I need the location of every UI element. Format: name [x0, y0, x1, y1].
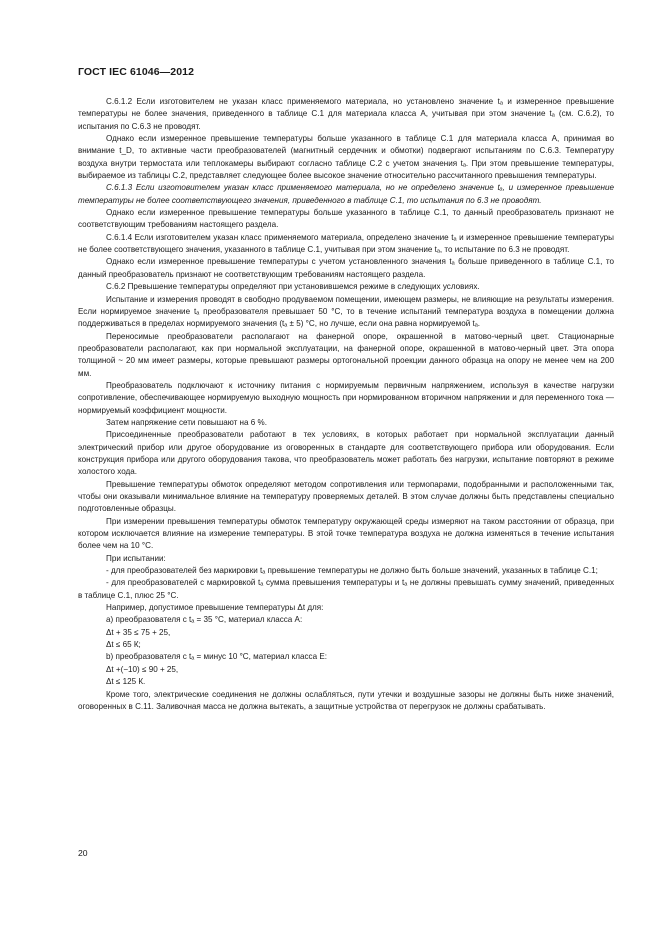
paragraph: Преобразователь подключают к источнику питания с нормируемым первичным напряжением, используя в качестве нагрузки сопротивление, обеспечивающее нормируемую выходную мощность при нормированном вторичном напряжении и для переменного тока — нормируемый коэффициент мощности.	[78, 380, 614, 415]
paragraph: При измерении превышения температуры обмоток температуру окружающей среды измеряют на таком расстоянии от образца, при котором исключается влияние на измерение температуры. В этой точке температура воздуха не должна изменяться в течение испытания более чем на 10 °С.	[78, 516, 614, 551]
formula-line: Δt ≤ 65 К;	[106, 640, 141, 650]
document-header: ГОСТ IEC 61046—2012	[78, 66, 195, 78]
list-item: - для преобразователей с маркировкой tₐ сумма превышения температуры и tₐ не должны превышать сумму значений, приведенных в таблице С.1, плюс 25 °С.	[78, 578, 614, 600]
paragraph: Однако если измеренное превышение температуры больше указанного в таблице С.1 для материала класса А, принимая во внимание t_D, то активные части преобразователей (магнитный сердечник и обмотки) подвергают испытаниям по С.6.3. Температуру воздуха внутри термостата или теплокамеры выбирают согласно таблице С.2 с учетом значения tₐ. При этом превышение температуры, выбираемое из таблицы С.2, представляет следующее более высокое значение относительно рассчитанного превышения температуры.	[78, 134, 614, 181]
formula-line: b) преобразователя с tₐ = минус 10 °С, материал класса Е:	[106, 652, 328, 662]
paragraph: При испытании:	[106, 553, 166, 563]
formula-line: Δt +(−10) ≤ 90 + 25,	[106, 664, 179, 674]
formula-line: Δt ≤ 125 К.	[106, 677, 146, 687]
paragraph: Испытание и измерения проводят в свободно продуваемом помещении, имеющем размеры, не влияющие на результаты измерения. Если нормируемое значение tₐ преобразователя превышает 50 °С, то в течение испытаний температура воздуха в помещении должна поддерживаться в пределах нормируемого значения (tₐ ± 5) °С, но лучше, если она равна нормируемой tₐ.	[78, 294, 614, 329]
paragraph: С.6.2 Превышение температуры определяют при установившемся режиме в следующих условиях.	[106, 282, 480, 292]
paragraph: Однако если измеренное превышение температуры с учетом установленного значения tₐ больше приведенного в таблице С.1, то данный преобразователь признают не соответствующим требованиям настоящего раздела.	[78, 257, 614, 279]
paragraph: Присоединенные преобразователи работают в тех условиях, в которых работает при нормальной эксплуатации данный электрический прибор или другое оборудование из оговоренных в стандарте для соответствующего прибора или оборудования. Если конструкция прибора или другого оборудования такова, что преобразователь может работать без нагрузки, испытание повторяют в режиме холостого хода.	[78, 430, 614, 477]
formula-line: Δt + 35 ≤ 75 + 25,	[106, 627, 171, 637]
paragraph: Кроме того, электрические соединения не должны ослабляться, пути утечки и воздушные зазоры не должны быть ниже значений, оговоренных в С.11. Заливочная масса не должна вытекать, а защитные устройства от перегрузок не должны срабатывать.	[78, 689, 614, 711]
paragraph: С.6.1.4 Если изготовителем указан класс применяемого материала, определено значение tₐ и измеренное превышение температуры не более соответствующего значения, указанного в таблице С.1, учитывая при этом значение tₐ, то испытание по 6.3 не проводят.	[78, 232, 614, 255]
page-number: 20	[78, 848, 88, 858]
paragraph: Затем напряжение сети повышают на 6 %.	[106, 417, 267, 427]
document-body	[78, 96, 614, 713]
paragraph-italic: С.6.1.3 Если изготовителем указан класс применяемого материала, но не определено значение tₐ, и измеренное превышение температуры не более соответствующего значения, приведенного в таблице С.1, то испытания по 6.3 не проводят.	[78, 183, 614, 205]
paragraph: Переносимые преобразователи располагают на фанерной опоре, окрашенной в матово-черный цвет. Стационарные преобразователи располагают, как при нормальной эксплуатации, на фанерной опоре, окрашенной в матово-черный цвет. Эта опора толщиной ~ 20 мм имеет размеры, которые превышают размеры ортогональной проекции данного образца на опору не менее чем на 200 мм.	[78, 331, 614, 378]
paragraph: Превышение температуры обмоток определяют методом сопротивления или термопарами, подобранными и расположенными так, чтобы они оказывали минимальное влияние на температуру проверяемых деталей. В этом случае должны быть представлены специально подготовленные образцы.	[78, 479, 614, 514]
paragraph: С.6.1.2 Если изготовителем не указан класс применяемого материала, но установлено значение tₐ и измеренное превышение температуры не более значения, приведенного в таблице С.1 для материала класса А, учитывая при этом значение tₐ (см. С.6.2), то испытания по С.6.3 не проводят.	[78, 97, 614, 131]
paragraph: Например, допустимое превышение температуры Δt для:	[106, 603, 324, 613]
formula-line: а) преобразователя с tₐ = 35 °С, материал класса А:	[106, 615, 303, 625]
list-item: - для преобразователей без маркировки tₐ превышение температуры не должно быть больше значений, указанных в таблице С.1;	[106, 566, 598, 576]
paragraph: Однако если измеренное превышение температуры больше указанного в таблице С.1, то данный преобразователь признают не соответствующим требованиям настоящего раздела.	[78, 208, 614, 230]
